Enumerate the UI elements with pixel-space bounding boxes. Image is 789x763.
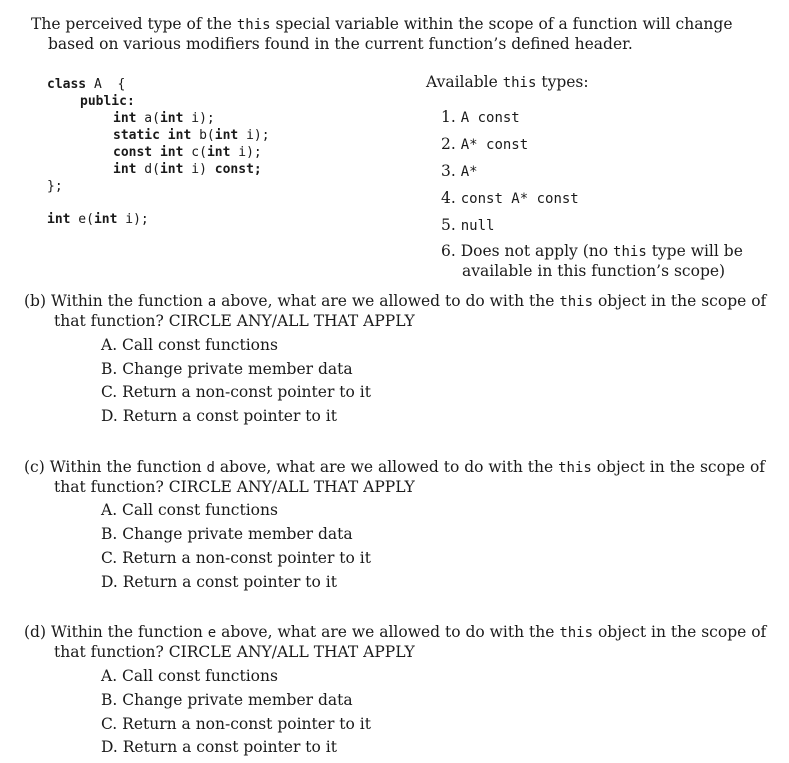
type-item-6: 6. Does not apply (no this type will be xyxy=(441,242,743,260)
types-heading: Available this types: xyxy=(426,73,589,91)
type-item-5: 5. null xyxy=(441,216,495,234)
code-line-a: int a(int i); xyxy=(113,111,215,126)
question-d-option-b: B. Change private member data xyxy=(101,691,353,709)
this-keyword: this xyxy=(236,17,271,33)
question-c-option-c: C. Return a non-const pointer to it xyxy=(101,549,371,567)
type-item-1: 1. A const xyxy=(441,108,520,126)
type-item-2: 2. A* const xyxy=(441,135,529,153)
question-d-option-a: A. Call const functions xyxy=(101,667,278,685)
code-line-d: int d(int i) const; xyxy=(113,162,262,177)
question-c-option-b: B. Change private member data xyxy=(101,525,353,543)
intro-text: The perceived type of the xyxy=(31,15,237,33)
question-d-line2: that function? CIRCLE ANY/ALL THAT APPLY xyxy=(54,643,415,661)
question-c-line2: that function? CIRCLE ANY/ALL THAT APPLY xyxy=(54,478,415,496)
question-c-option-d: D. Return a const pointer to it xyxy=(101,573,337,591)
question-b-line2: that function? CIRCLE ANY/ALL THAT APPLY xyxy=(54,312,415,330)
question-b-option-d: D. Return a const pointer to it xyxy=(101,407,337,425)
intro-line-1 xyxy=(31,15,733,33)
question-b-option-a: A. Call const functions xyxy=(101,336,278,354)
question-d-option-c: C. Return a non-const pointer to it xyxy=(101,715,371,733)
code-line-class: class A { xyxy=(47,77,126,92)
intro-line-2: based on various modifiers found in the current function’s defined header. xyxy=(48,35,633,53)
question-d: (d) Within the function e above, what are we allowed to do with the this object in the scope of xyxy=(24,623,767,641)
question-c: (c) Within the function d above, what are we allowed to do with the this object in the scope of xyxy=(24,458,766,476)
question-b-option-c: C. Return a non-const pointer to it xyxy=(101,383,371,401)
question-c-option-a: A. Call const functions xyxy=(101,501,278,519)
question-b: (b) Within the function a above, what are we allowed to do with the this object in the scope of xyxy=(24,292,767,310)
question-b-option-b: B. Change private member data xyxy=(101,360,353,378)
code-line-c: const int c(int i); xyxy=(113,145,262,160)
question-d-option-d: D. Return a const pointer to it xyxy=(101,738,337,756)
code-line-b: static int b(int i); xyxy=(113,128,270,143)
type-item-6-cont: available in this function’s scope) xyxy=(462,262,726,280)
code-line-close: }; xyxy=(47,179,63,194)
type-item-3: 3. A* xyxy=(441,162,478,180)
code-line-e: int e(int i); xyxy=(47,212,149,227)
intro-text: special variable within the scope of a function will change xyxy=(270,15,733,33)
code-line-public: public: xyxy=(80,94,135,109)
type-item-4: 4. const A* const xyxy=(441,189,579,207)
